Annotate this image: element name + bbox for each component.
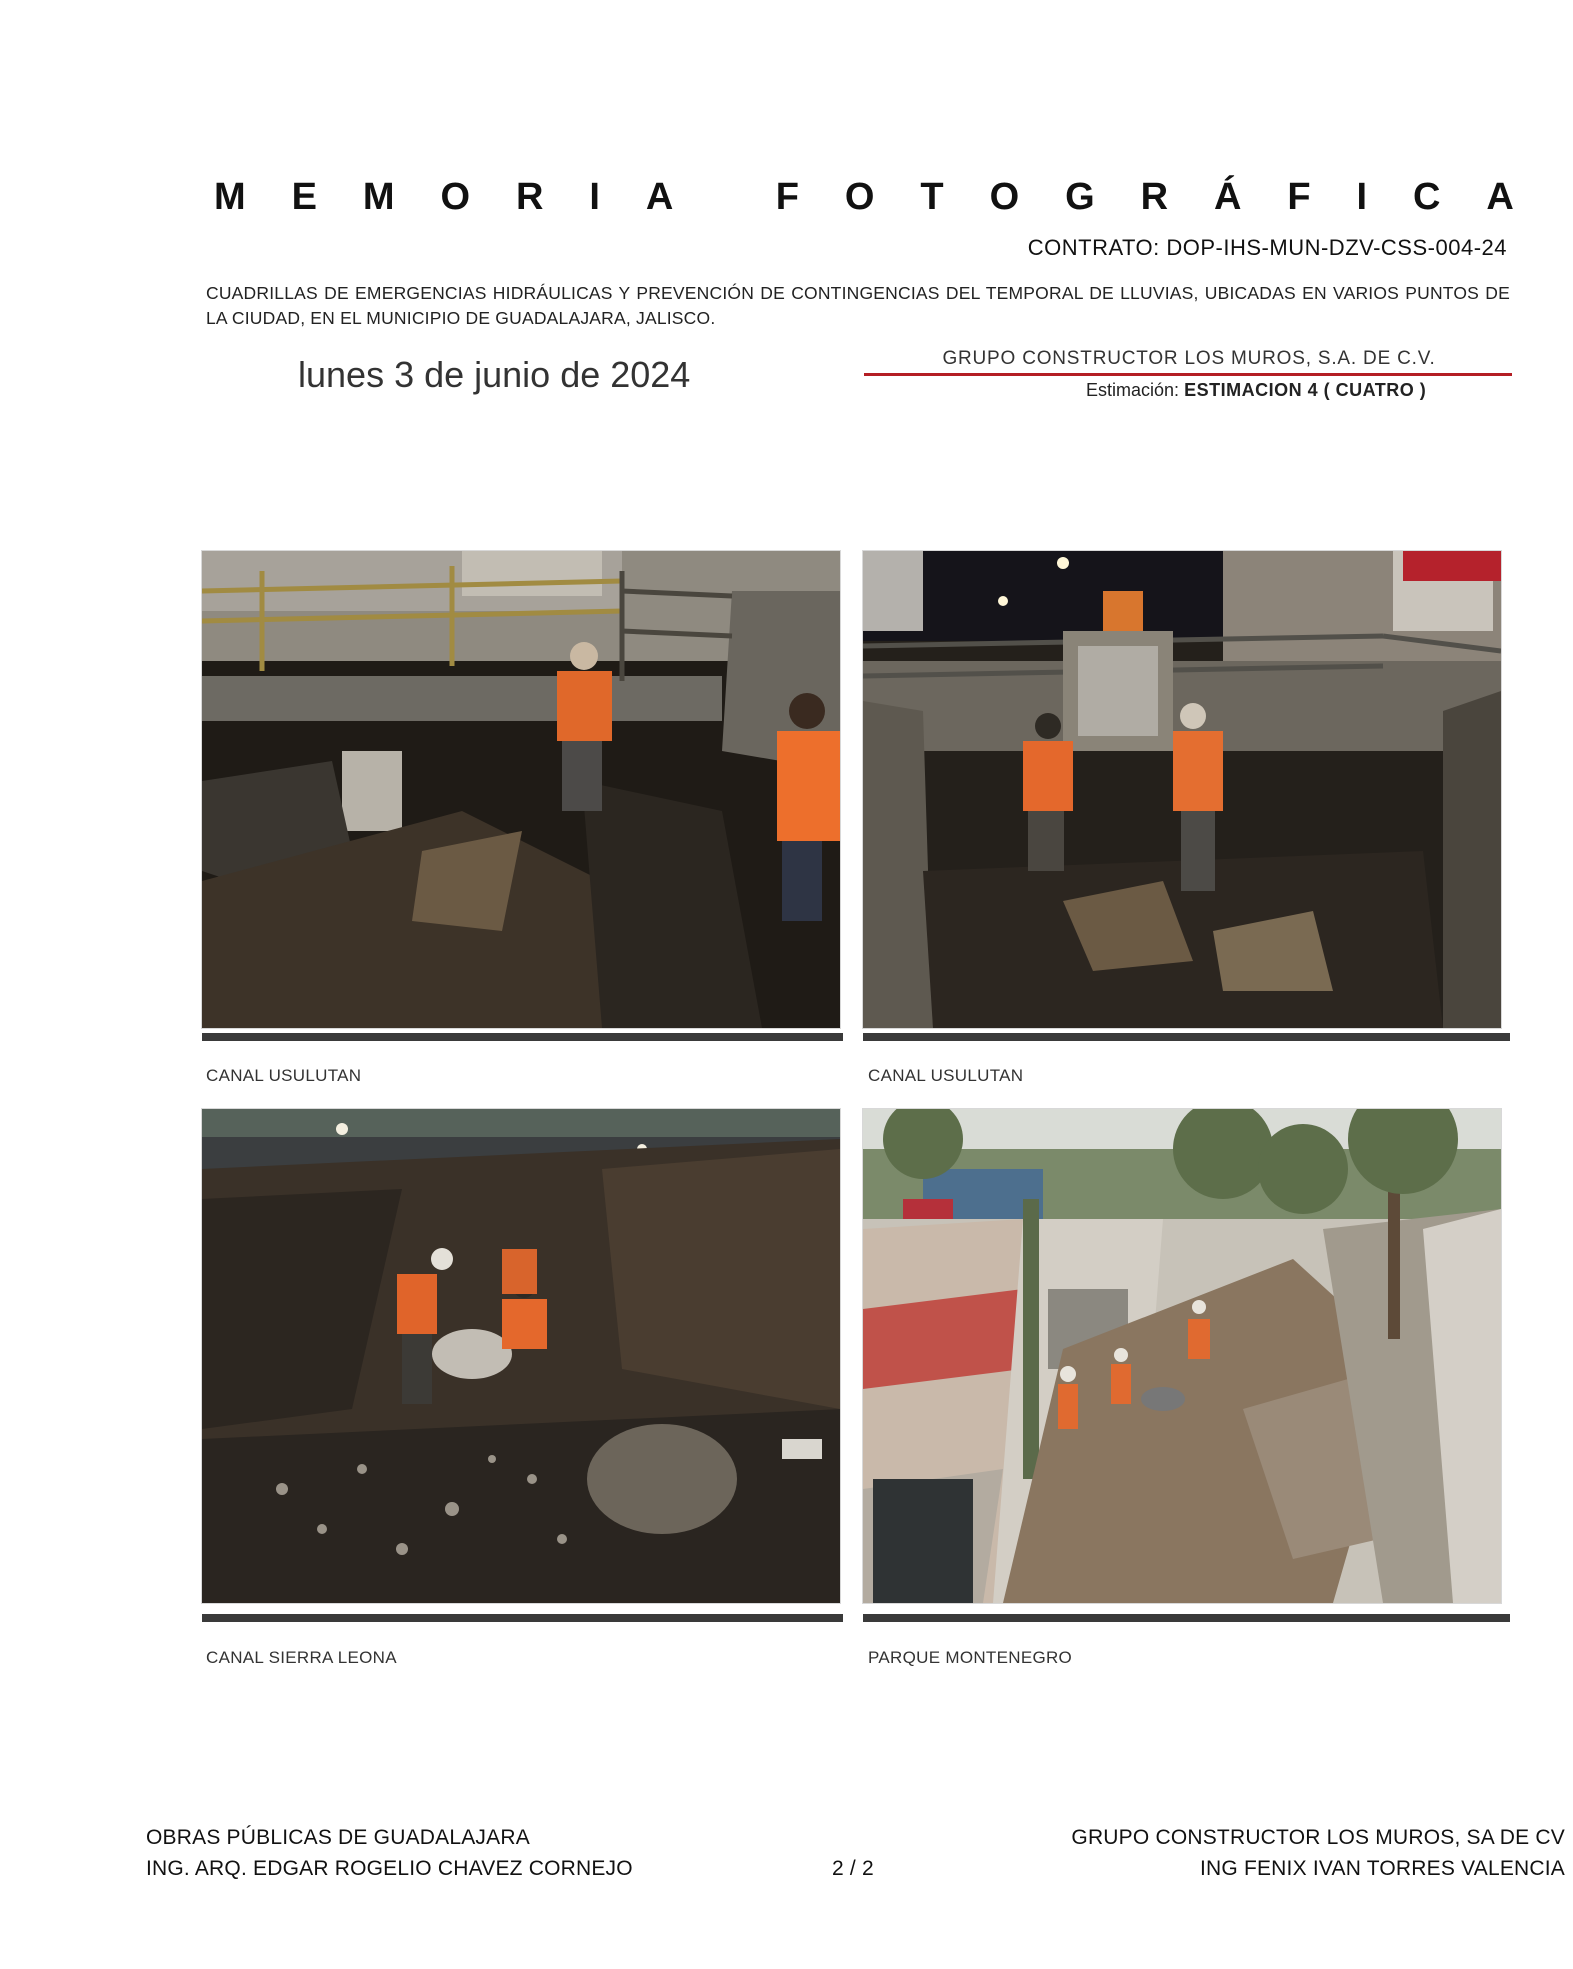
- title-letter: A: [1486, 176, 1514, 218]
- title-letter: I: [1356, 176, 1368, 218]
- title-letter: F: [1287, 176, 1311, 218]
- footer-left-line1: OBRAS PÚBLICAS DE GUADALAJARA: [146, 1826, 530, 1849]
- title-letter: R: [1140, 176, 1169, 218]
- photo-caption: CANAL SIERRA LEONA: [206, 1648, 397, 1667]
- photo-image: [863, 551, 1501, 1028]
- contract-number: CONTRATO: DOP-IHS-MUN-DZV-CSS-004-24: [1027, 235, 1507, 260]
- caption-bar: [863, 1033, 1510, 1041]
- photo-canal-sierra-leona: [202, 1109, 840, 1603]
- photo-canal-usulutan-1: [202, 551, 840, 1028]
- photo-parque-montenegro: [863, 1109, 1501, 1603]
- report-date: lunes 3 de junio de 2024: [298, 354, 691, 395]
- caption-bar: [863, 1614, 1510, 1622]
- footer-right: [1071, 1822, 1565, 1884]
- title-letter: F: [775, 176, 799, 218]
- estimation: [1086, 380, 1426, 401]
- footer-left: [146, 1822, 633, 1884]
- caption-bar: [202, 1033, 843, 1041]
- footer-right-line1: GRUPO CONSTRUCTOR LOS MUROS, SA DE CV: [1071, 1826, 1565, 1849]
- photo-canal-usulutan-2: [863, 551, 1501, 1028]
- work-description: CUADRILLAS DE EMERGENCIAS HIDRÁULICAS Y PREVENCIÓN DE CONTINGENCIAS DEL TEMPORAL DE LLUVIAS, UBICADAS EN VARIOS PUNTOS DE LA CIUDAD, EN EL MUNICIPIO DE GUADALAJARA, JALISCO.: [206, 283, 1510, 328]
- page-number: 2 / 2: [832, 1857, 874, 1880]
- photo-image: [202, 1109, 840, 1603]
- estimation-value: ESTIMACION 4 ( CUATRO ): [1184, 380, 1427, 400]
- title-space: [719, 176, 730, 219]
- title-letter: R: [515, 176, 544, 218]
- footer-right-line2: ING FENIX IVAN TORRES VALENCIA: [1199, 1857, 1565, 1880]
- photo-caption: CANAL USULUTAN: [868, 1066, 1024, 1085]
- company-underline: [864, 373, 1512, 376]
- estimation-label: Estimación:: [1086, 380, 1180, 400]
- photo-caption: CANAL USULUTAN: [206, 1066, 362, 1085]
- company-name: GRUPO CONSTRUCTOR LOS MUROS, S.A. DE C.V.: [942, 348, 1436, 369]
- title-letter: Á: [1213, 176, 1242, 218]
- page-title: [214, 176, 1514, 219]
- title-letter: T: [920, 176, 944, 218]
- photo-image: [863, 1109, 1501, 1603]
- title-letter: M: [362, 176, 395, 218]
- title-letter: E: [291, 176, 317, 218]
- footer-left-line2: ING. ARQ. EDGAR ROGELIO CHAVEZ CORNEJO: [146, 1857, 633, 1880]
- title-letter: A: [645, 176, 674, 218]
- title-letter: O: [440, 176, 471, 218]
- caption-bar: [202, 1614, 843, 1622]
- title-letter: C: [1413, 176, 1441, 218]
- title-letter: O: [989, 176, 1020, 218]
- title-letter: G: [1065, 176, 1095, 218]
- photo-caption: PARQUE MONTENEGRO: [868, 1648, 1073, 1667]
- title-letter: M: [214, 176, 246, 218]
- title-letter: I: [589, 176, 600, 218]
- title-letter: O: [844, 176, 875, 218]
- photo-image: [202, 551, 840, 1028]
